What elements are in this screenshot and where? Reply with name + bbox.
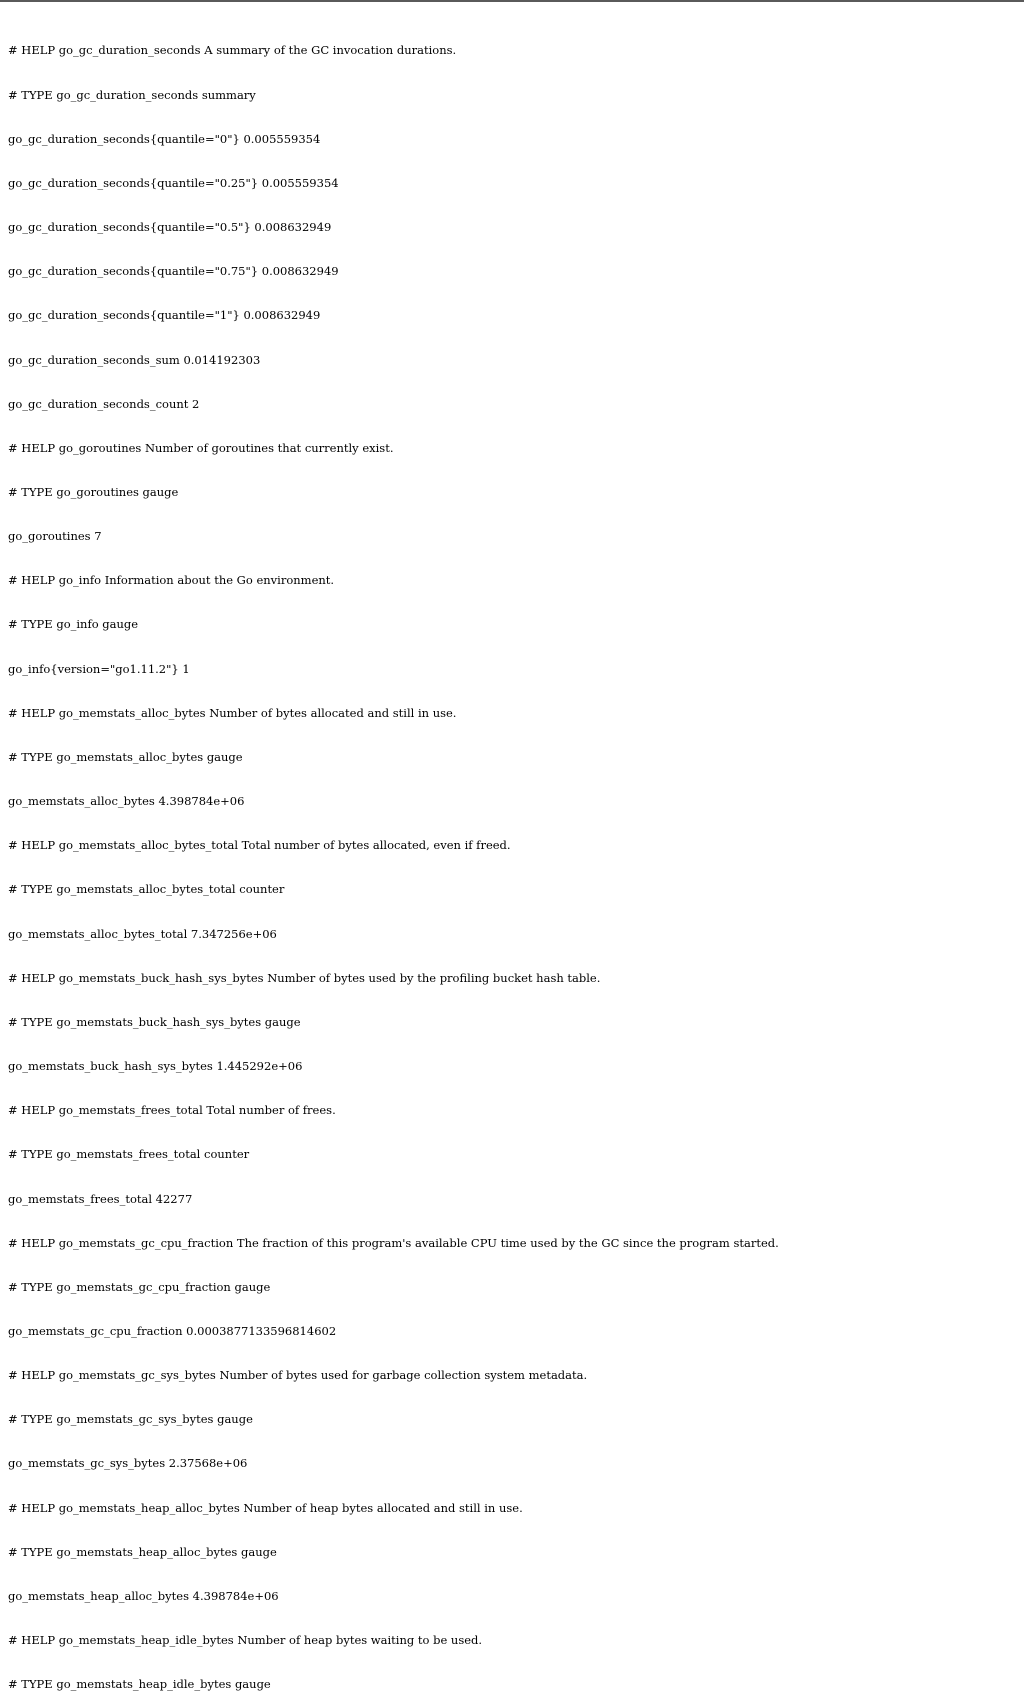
metrics-line: # TYPE go_memstats_gc_sys_bytes gauge <box>8 1412 253 1427</box>
metrics-line: go_memstats_heap_alloc_bytes 4.398784e+06 <box>8 1588 279 1603</box>
metrics-line: go_memstats_frees_total 42277 <box>8 1191 193 1206</box>
metrics-line: # TYPE go_info gauge <box>8 617 139 632</box>
metrics-line: # TYPE go_memstats_buck_hash_sys_bytes gauge <box>8 1014 301 1029</box>
metrics-line: # TYPE go_memstats_heap_alloc_bytes gauge <box>8 1544 277 1559</box>
metrics-line: # HELP go_info Information about the Go environment. <box>8 573 335 588</box>
metrics-line: go_memstats_alloc_bytes_total 7.347256e+06 <box>8 926 277 941</box>
metrics-line: go_memstats_gc_cpu_fraction 0.0003877133596814602 <box>8 1323 337 1338</box>
metrics-line: go_gc_duration_seconds{quantile="0"} 0.005559354 <box>8 131 321 146</box>
metrics-line: # TYPE go_memstats_heap_idle_bytes gauge <box>8 1677 271 1692</box>
metrics-line: go_gc_duration_seconds{quantile="0.25"} 0.005559354 <box>8 175 339 190</box>
metrics-line: # TYPE go_memstats_alloc_bytes_total counter <box>8 882 285 897</box>
metrics-line: # HELP go_memstats_alloc_bytes_total Total number of bytes allocated, even if freed. <box>8 838 511 853</box>
metrics-line: go_gc_duration_seconds_sum 0.014192303 <box>8 352 261 367</box>
metrics-line: go_gc_duration_seconds{quantile="1"} 0.008632949 <box>8 308 321 323</box>
metrics-line: go_memstats_gc_sys_bytes 2.37568e+06 <box>8 1456 248 1471</box>
metrics-line: # HELP go_memstats_heap_alloc_bytes Number of heap bytes allocated and still in use. <box>8 1500 523 1515</box>
metrics-line: # TYPE go_memstats_frees_total counter <box>8 1147 250 1162</box>
metrics-line: # HELP go_memstats_buck_hash_sys_bytes Number of bytes used by the profiling bucket hash table. <box>8 970 601 985</box>
metrics-line: # TYPE go_memstats_alloc_bytes gauge <box>8 749 243 764</box>
metrics-line: # HELP go_memstats_gc_sys_bytes Number of bytes used for garbage collection system metadata. <box>8 1368 588 1383</box>
metrics-line: go_goroutines 7 <box>8 529 102 544</box>
metrics-line: # HELP go_memstats_alloc_bytes Number of bytes allocated and still in use. <box>8 705 457 720</box>
metrics-line: # HELP go_gc_duration_seconds A summary of the GC invocation durations. <box>8 43 457 58</box>
metrics-line: go_memstats_alloc_bytes 4.398784e+06 <box>8 794 245 809</box>
metrics-line: # TYPE go_memstats_gc_cpu_fraction gauge <box>8 1279 271 1294</box>
metrics-line: # HELP go_memstats_heap_idle_bytes Number of heap bytes waiting to be used. <box>8 1633 483 1648</box>
metrics-line: # HELP go_memstats_gc_cpu_fraction The fraction of this program's available CPU time used by the GC since the program started. <box>8 1235 779 1250</box>
metrics-line: go_gc_duration_seconds{quantile="0.75"} 0.008632949 <box>8 264 339 279</box>
metrics-line: # TYPE go_gc_duration_seconds summary <box>8 87 256 102</box>
metrics-line: # HELP go_memstats_frees_total Total number of frees. <box>8 1103 336 1118</box>
metrics-line: go_info{version="go1.11.2"} 1 <box>8 661 190 676</box>
metrics-line: # HELP go_goroutines Number of goroutines that currently exist. <box>8 440 394 455</box>
metrics-line: go_memstats_buck_hash_sys_bytes 1.445292e+06 <box>8 1059 303 1074</box>
metrics-text-output <box>8 14 1020 1707</box>
metrics-line: go_gc_duration_seconds{quantile="0.5"} 0.008632949 <box>8 220 332 235</box>
window-top-border <box>0 0 1024 2</box>
metrics-line: # TYPE go_goroutines gauge <box>8 485 179 499</box>
metrics-line: go_gc_duration_seconds_count 2 <box>8 396 200 411</box>
